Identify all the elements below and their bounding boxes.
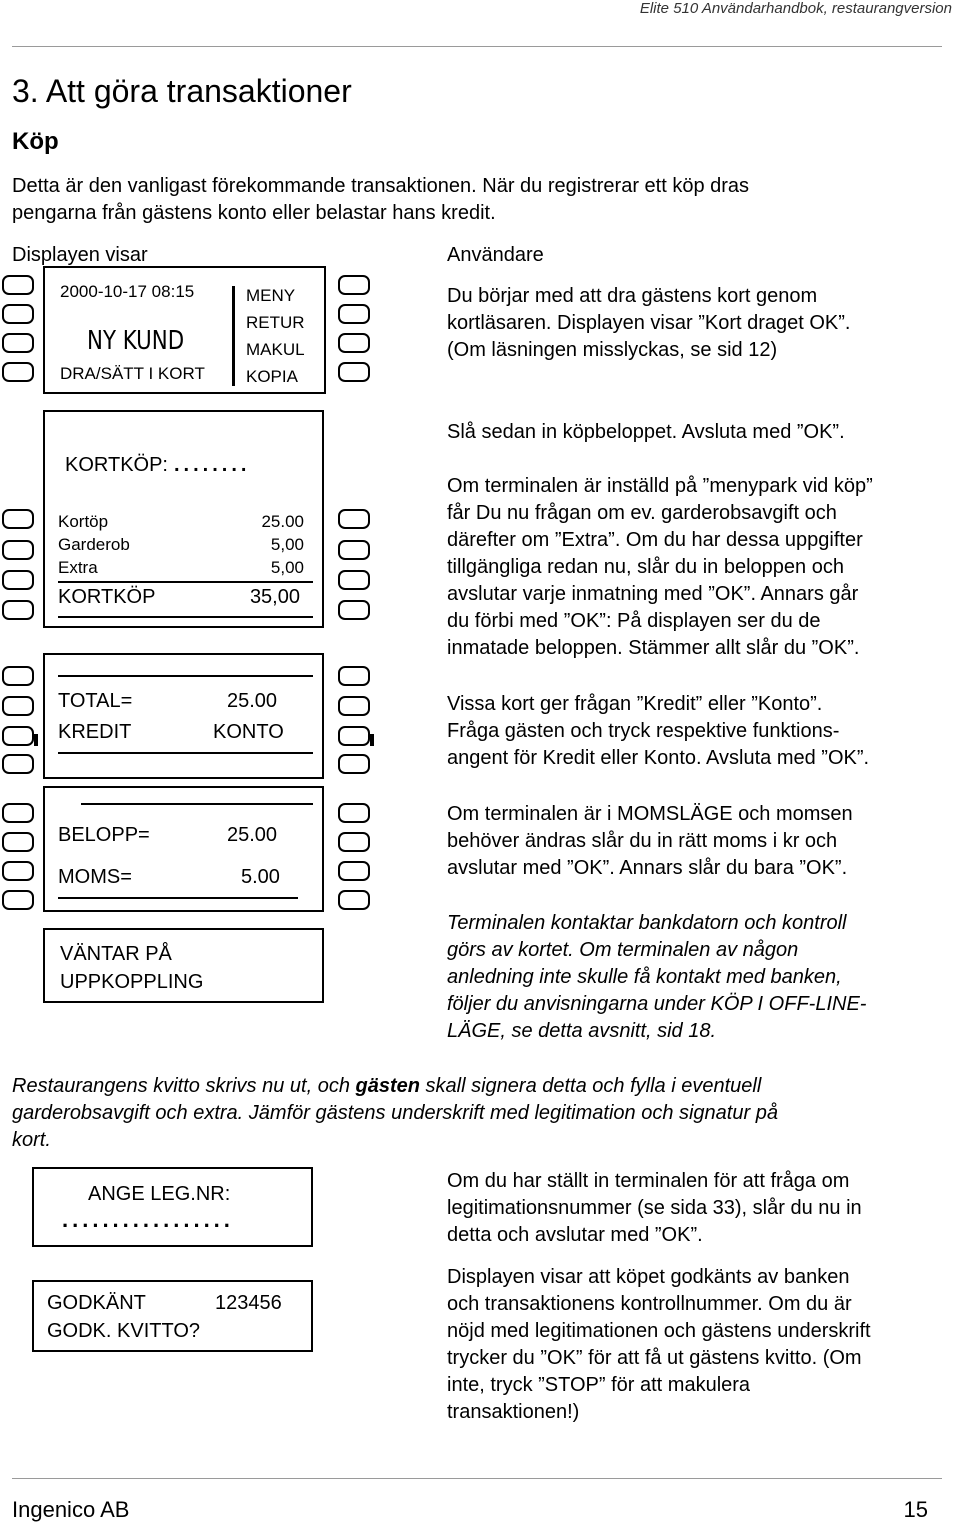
left-function-key[interactable] <box>2 696 34 716</box>
receipt-note: Restaurangens kvitto skrivs nu ut, och gästen skall signera detta och fylla i eventuell garderobsavgift och extra. Jämför gästens underskrift med legitimation och signatur på kort. <box>12 1075 778 1151</box>
right-function-key[interactable] <box>338 540 370 560</box>
breakdown-row: Extra 5,00 <box>58 558 304 577</box>
right-function-key[interactable] <box>338 754 370 774</box>
col-left-heading: Displayen visar <box>12 244 148 266</box>
left-function-key[interactable] <box>2 275 34 295</box>
instruction-swipe-card: Du börjar med att dra gästens kort genom kortläsaren. Displayen visar ”Kort draget OK”. (Om läsningen misslyckas, se sid 12) <box>447 285 851 361</box>
total-value: 25.00 <box>227 690 278 712</box>
purchase-breakdown <box>58 510 304 579</box>
amount-label: BELOPP= <box>58 824 150 846</box>
left-function-key[interactable] <box>2 570 34 590</box>
terminal-display-id-number <box>32 1167 313 1247</box>
emphasis-guest: gästen <box>355 1075 420 1097</box>
right-function-key[interactable] <box>338 333 370 353</box>
right-function-key[interactable] <box>338 570 370 590</box>
right-function-key[interactable] <box>338 509 370 529</box>
breakdown-row: Garderob 5,00 <box>58 535 304 554</box>
terminal-display-connecting <box>43 928 324 1003</box>
approved-label: GODKÄNT <box>47 1292 146 1314</box>
divider <box>58 581 313 583</box>
control-number: 123456 <box>215 1292 282 1314</box>
option-kredit: KREDIT <box>58 721 132 743</box>
instruction-vat-mode: Om terminalen är i MOMSLÄGE och momsen behöver ändras slår du in rätt moms i kr och avslutar med ”OK”. Annars slår du bara ”OK”. <box>447 803 853 879</box>
terminal-display-vat <box>43 786 324 912</box>
left-function-key[interactable] <box>2 600 34 620</box>
left-function-key[interactable] <box>2 333 34 353</box>
terminal-display-start <box>43 266 326 394</box>
footer-rule <box>12 1478 942 1479</box>
left-function-key[interactable] <box>2 540 34 560</box>
terminal-display-approved <box>32 1280 313 1352</box>
menu-item-makul: MAKUL <box>246 340 305 359</box>
menu-item-kopia: KOPIA <box>246 367 298 386</box>
instruction-menypark: Om terminalen är inställd på ”menypark vid köp” får Du nu frågan om ev. garderobsavgift och därefter om ”Extra”. Om du har dessa uppgifter tillgängliga redan nu, slår du in beloppen och avslutar varje inmatning med ”OK”. Annars går du förbi med ”OK”: På displayen ser du de inmatade beloppen. Stämmer allt slår du ”OK”. <box>447 475 873 659</box>
right-function-key[interactable] <box>338 832 370 852</box>
header-rule <box>12 46 942 47</box>
subsection-title: Köp <box>12 128 59 155</box>
divider <box>58 752 313 754</box>
col-right-heading: Användare <box>447 244 544 266</box>
left-function-key[interactable] <box>2 509 34 529</box>
right-function-key[interactable] <box>338 803 370 823</box>
left-function-key[interactable] <box>2 890 34 910</box>
id-prompt: ANGE LEG.NR: <box>88 1183 231 1205</box>
display-title: NY KUND <box>87 326 185 356</box>
intro-paragraph <box>12 173 749 227</box>
right-function-key[interactable] <box>338 362 370 382</box>
footer-company: Ingenico AB <box>12 1497 130 1522</box>
right-function-key[interactable] <box>338 275 370 295</box>
input-dots: ................. <box>62 1207 234 1232</box>
page-number: 15 <box>903 1497 928 1522</box>
purchase-prompt: KORTKÖP: ........ <box>65 454 251 476</box>
intro-line: Detta är den vanligast förekommande transaktionen. När du registrerar ett köp dras <box>12 175 750 197</box>
right-function-key[interactable] <box>338 861 370 881</box>
vat-value: 5.00 <box>241 866 280 888</box>
divider <box>58 897 298 899</box>
divider <box>58 616 313 618</box>
display-datetime: 2000-10-17 08:15 <box>60 282 195 301</box>
right-function-key[interactable] <box>338 600 370 620</box>
left-function-key[interactable] <box>2 861 34 881</box>
divider <box>81 803 313 805</box>
menu-item-meny: MENY <box>246 286 296 305</box>
instruction-id-number: Om du har ställt in terminalen för att fråga om legitimationsnummer (se sida 33), slår du nu in detta och avslutar med ”OK”. <box>447 1170 862 1246</box>
breakdown-row: Kortöp 25.00 <box>58 512 304 531</box>
total-label: TOTAL= <box>58 690 133 712</box>
left-function-key[interactable] <box>2 362 34 382</box>
instruction-credit-account: Vissa kort ger frågan ”Kredit” eller ”Konto”. Fråga gästen och tryck respektive funktions- angent för Kredit eller Konto. Avsluta med ”OK”. <box>447 693 870 769</box>
right-function-key[interactable] <box>338 890 370 910</box>
running-header: Elite 510 Användarhandbok, restaurangversion <box>639 0 952 17</box>
left-function-key[interactable] <box>2 754 34 774</box>
option-konto: KONTO <box>213 721 284 743</box>
terminal-display-purchase <box>43 410 324 628</box>
terminal-display-credit-account <box>43 653 324 779</box>
receipt-question: GODK. KVITTO? <box>47 1320 200 1342</box>
amount-value: 25.00 <box>227 824 278 846</box>
intro-line: pengarna från gästens konto eller belastar hans kredit. <box>12 202 496 224</box>
display-footer: DRA/SÄTT I KORT <box>60 364 205 383</box>
input-dots: ........ <box>174 454 251 476</box>
left-function-key[interactable] <box>2 832 34 852</box>
right-function-key[interactable] <box>338 304 370 324</box>
menu-divider <box>232 286 235 386</box>
left-function-key[interactable] <box>2 803 34 823</box>
instruction-bank-contact: Terminalen kontaktar bankdatorn och kontroll görs av kortet. Om terminalen av någon anledning inte skulle få kontakt med banken, följer du anvisningarna under KÖP I OFF-LINE- LÄGE, se detta avsnitt, sid 18. <box>447 912 867 1042</box>
purchase-total-row: KORTKÖP 35,00 <box>58 586 300 608</box>
display-menu <box>246 282 305 390</box>
right-function-key[interactable] <box>338 696 370 716</box>
left-function-key[interactable] <box>2 666 34 686</box>
instruction-approved: Displayen visar att köpet godkänts av banken och transaktionens kontrollnummer. Om du är nöjd med legitimationen och gästens underskrift trycker du ”OK” för att få ut gästens kvitto. (Om inte, tryck ”STOP” för att makulera transaktionen!) <box>447 1266 871 1423</box>
selected-key-marker <box>2 726 34 746</box>
divider <box>58 675 313 677</box>
section-title: 3. Att göra transaktioner <box>12 73 352 109</box>
menu-item-retur: RETUR <box>246 313 305 332</box>
selected-key-marker <box>338 726 370 746</box>
instruction-enter-amount: Slå sedan in köpbeloppet. Avsluta med ”OK”. <box>447 421 845 443</box>
connecting-message: VÄNTAR PÅ UPPKOPPLING <box>60 943 204 993</box>
right-function-key[interactable] <box>338 666 370 686</box>
vat-label: MOMS= <box>58 866 132 888</box>
left-function-key[interactable] <box>2 304 34 324</box>
